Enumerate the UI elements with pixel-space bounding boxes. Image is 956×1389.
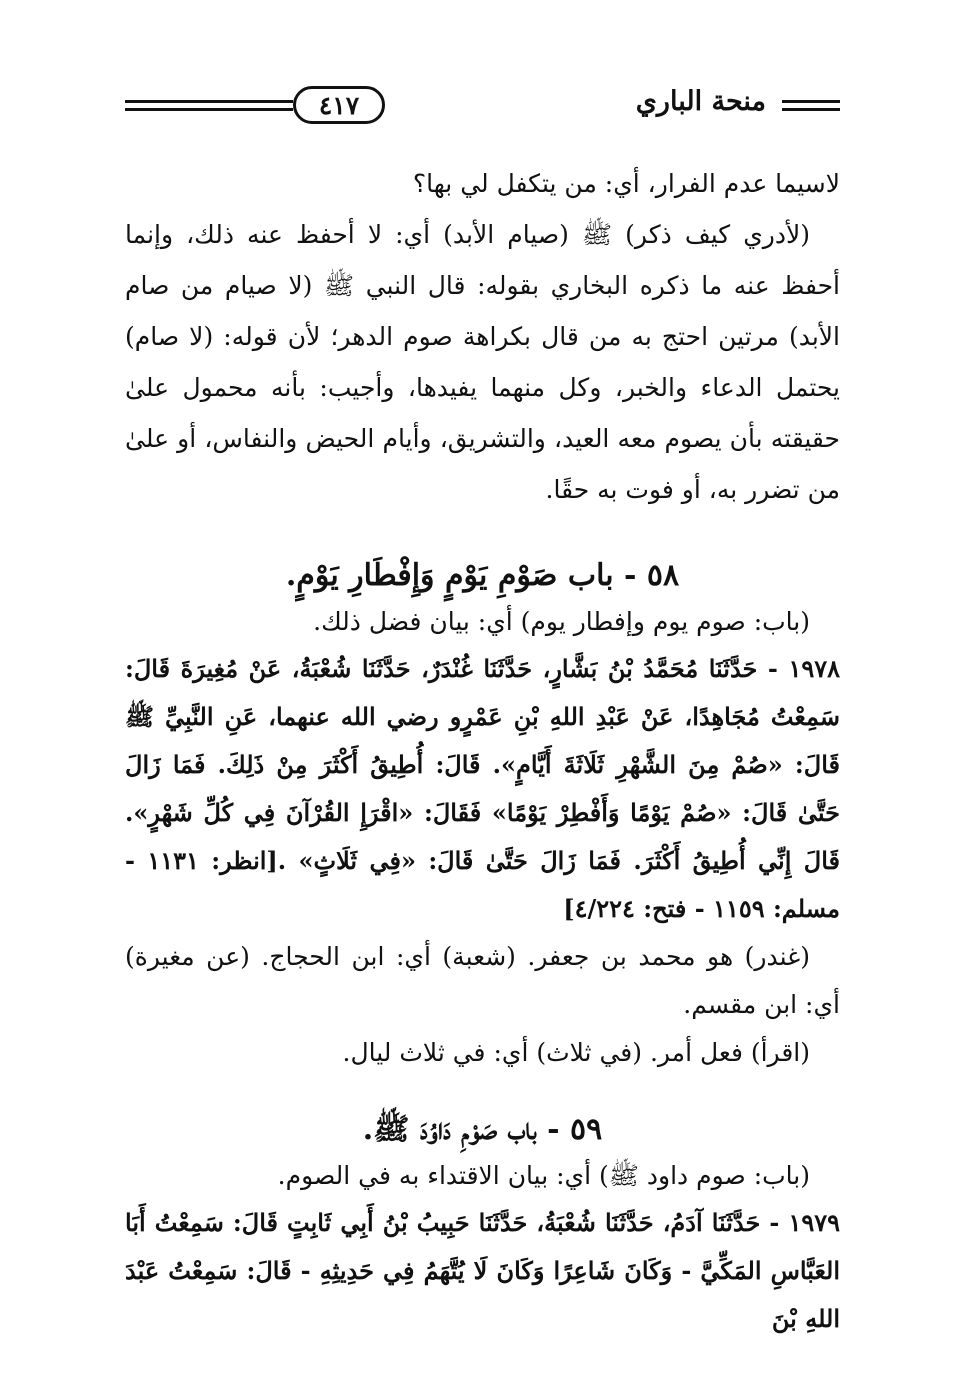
header-rule-right — [782, 100, 840, 111]
paragraph-1: لاسيما عدم الفرار، أي: من يتكفل لي بها؟ — [412, 169, 840, 198]
page-number: ٤١٧ — [293, 86, 385, 124]
chapter-59-explanation: (باب: صوم داود ﷺ) أي: بيان الاقتداء به في الصوم. — [277, 1161, 810, 1190]
page-header — [125, 78, 840, 136]
paragraph-commentary-2: (اقرأ) فعل أمر. (في ثلاث) أي: في ثلاث ليال. — [342, 1038, 810, 1067]
page-content — [125, 158, 840, 1343]
chapter-58-explanation: (باب: صوم يوم وإفطار يوم) أي: بيان فضل ذلك. — [313, 607, 810, 636]
chapter-heading-59: ٥٩ - باب صَوْمِ دَاوُدَ ﷺ. — [362, 1112, 603, 1147]
paragraph-2: (لأدري كيف ذكر) ﷺ (صيام الأبد) أي: لا أحفظ عنه ذلك، وإنما أحفظ عنه ما ذكره البخاري بقوله: قال النبي ﷺ (لا صيام من صام الأبد) مرتين احتج به من قال بكراهة صوم الدهر؛ لأن قوله: (لا صام) يحتمل الدعاء والخبر، وكل منهما يفيدها، وأجيب: بأنه محمول علىٰ حقيقته بأن يصوم معه العيد، والتشريق، وأيام الحيض والنفاس، أو علىٰ من تضرر به، أو فوت به حقًا. — [125, 220, 840, 504]
book-title: منحة الباري — [635, 86, 766, 117]
hadith-1978: ١٩٧٨ - حَدَّثَنَا مُحَمَّدُ بْنُ بَشَّارٍ، حَدَّثَنَا غُنْدَرٌ، حَدَّثَنَا شُعْبَةُ، عَنْ مُغِيرَةَ قَالَ: سَمِعْتُ مُجَاهِدًا، عَنْ عَبْدِ اللهِ بْنِ عَمْرٍو رضي الله عنهما، عَنِ النَّبِيِّ ﷺ قَالَ: «صُمْ مِنَ الشَّهْرِ ثَلَاثَةَ أَيَّامٍ». قَالَ: أُطِيقُ أَكْثَرَ مِنْ ذَلِكَ. فَمَا زَالَ حَتَّىٰ قَالَ: «صُمْ يَوْمًا وَأَفْطِرْ يَوْمًا» فَقَالَ: «اقْرَإِ القُرْآنَ فِي كُلِّ شَهْرٍ». قَالَ إِنِّي أُطِيقُ أَكْثَرَ. فَمَا زَالَ حَتَّىٰ قَالَ: «فِي ثَلَاثٍ» .[انظر: ١١٣١ - مسلم: ١١٥٩ - فتح: ٤/٢٢٤] — [125, 654, 840, 923]
chapter-heading-58: ٥٨ - باب صَوْمِ يَوْمٍ وَإِفْطَارِ يَوْمٍ. — [285, 558, 680, 593]
header-rule-left — [125, 100, 293, 111]
paragraph-commentary-1: (غندر) هو محمد بن جعفر. (شعبة) أي: ابن الحجاج. (عن مغيرة) أي: ابن مقسم. — [125, 942, 840, 1019]
hadith-1979: ١٩٧٩ - حَدَّثَنَا آدَمُ، حَدَّثَنَا شُعْبَةُ، حَدَّثَنَا حَبِيبُ بْنُ أَبِي ثَابِتٍ قَالَ: سَمِعْتُ أَبَا العَبَّاسِ المَكِّيَّ - وَكَانَ شَاعِرًا وَكَانَ لَا يُتَّهَمُ فِي حَدِيثِهِ - قَالَ: سَمِعْتُ عَبْدَ اللهِ بْنَ — [125, 1208, 840, 1333]
